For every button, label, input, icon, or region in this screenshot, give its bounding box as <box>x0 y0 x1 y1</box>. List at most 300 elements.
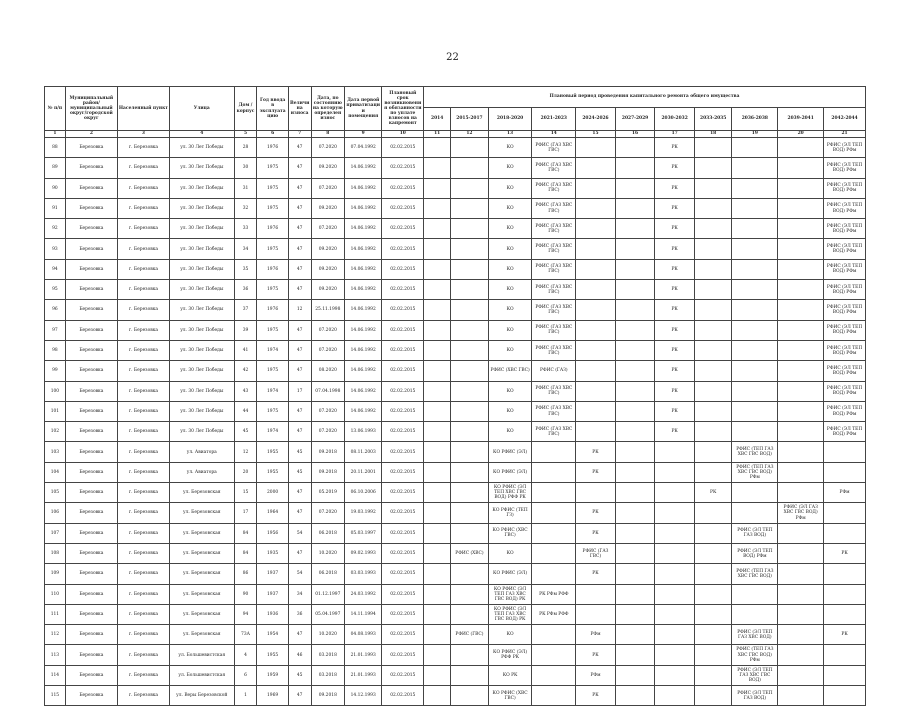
table-cell: 20.11.2001 <box>344 462 382 482</box>
table-cell: 1975 <box>257 361 288 381</box>
table-cell <box>424 280 451 300</box>
table-cell <box>576 401 616 421</box>
header-year-period: 2027-2029 <box>615 108 655 131</box>
table-cell: РФИС (ГАЗ ХВС ГВС) <box>532 219 576 239</box>
table-cell: 47 <box>288 320 311 340</box>
table-cell: 1975 <box>257 280 288 300</box>
table-cell: 09.02.1993 <box>344 543 382 563</box>
table-cell: РК <box>655 259 695 279</box>
table-cell: 36 <box>234 280 257 300</box>
table-cell <box>778 381 824 401</box>
table-cell <box>694 604 732 624</box>
table-cell: 1935 <box>257 543 288 563</box>
table-cell: Березовка <box>65 381 117 401</box>
table-cell: 02.02.2015 <box>382 422 424 442</box>
table-cell: Березовка <box>65 361 117 381</box>
table-cell <box>824 503 866 523</box>
table-cell: 47 <box>288 239 311 259</box>
table-cell: РФИС (ЭЛ ТЕП ВОД) РФм <box>824 198 866 218</box>
table-cell: 1955 <box>257 442 288 462</box>
table-cell <box>424 523 451 543</box>
table-cell: 95 <box>45 280 66 300</box>
table-cell: Березовка <box>65 259 117 279</box>
table-cell: РФИС (ЭЛ ТЕП ВОД) РФм <box>824 300 866 320</box>
table-cell <box>451 219 489 239</box>
table-cell: г. Березовка <box>117 462 169 482</box>
table-cell <box>615 483 655 503</box>
column-number: 7 <box>288 131 311 138</box>
table-cell: 14.06.1992 <box>344 259 382 279</box>
table-cell <box>451 280 489 300</box>
table-cell <box>778 320 824 340</box>
page-number: 22 <box>446 52 459 63</box>
table-cell <box>532 665 576 685</box>
table-cell: г. Березовка <box>117 320 169 340</box>
table-cell <box>615 564 655 584</box>
table-cell <box>732 604 778 624</box>
table-cell <box>424 442 451 462</box>
table-cell: РК <box>576 462 616 482</box>
table-cell: Березовка <box>65 198 117 218</box>
table-cell <box>615 381 655 401</box>
table-cell <box>615 259 655 279</box>
table-cell: 1937 <box>257 564 288 584</box>
table-cell: г. Березовка <box>117 361 169 381</box>
table-row <box>45 259 866 279</box>
table-cell: Березовка <box>65 422 117 442</box>
table-cell: 06.2018 <box>311 523 344 543</box>
table-cell: 47 <box>288 686 311 706</box>
table-cell <box>451 564 489 584</box>
header-year-period: 2042-2044 <box>824 108 866 131</box>
table-cell: РК <box>655 401 695 421</box>
table-cell: 1 <box>234 686 257 706</box>
table-cell: КО РФИС (ЭЛ ТЕП ХВС ГВС ВОД) РФФ РК <box>488 483 532 503</box>
table-cell: Березовка <box>65 604 117 624</box>
column-number: 16 <box>615 131 655 138</box>
table-cell: ул. Березовская <box>169 483 234 503</box>
table-cell: г. Березовка <box>117 300 169 320</box>
table-row <box>45 198 866 218</box>
table-cell <box>778 483 824 503</box>
table-cell <box>778 280 824 300</box>
table-cell: 84 <box>234 523 257 543</box>
table-cell: 33 <box>234 219 257 239</box>
table-cell <box>532 442 576 462</box>
table-cell: РФИС (ТЕП ГАЗ ХВС ГВС ВОД) <box>732 564 778 584</box>
table-cell: Березовка <box>65 239 117 259</box>
table-cell <box>576 340 616 360</box>
table-cell: РФИС (ТЕП ГАЗ ХВС ГВС ВОД) РФм <box>732 645 778 665</box>
table-cell <box>655 503 695 523</box>
table-cell: РФИС (ЭЛ ТЕП ВОД) РФм <box>824 401 866 421</box>
table-cell <box>451 259 489 279</box>
table-cell: КО <box>488 259 532 279</box>
table-cell: 03.2018 <box>311 665 344 685</box>
table-cell <box>615 239 655 259</box>
table-cell <box>615 625 655 645</box>
table-cell: 47 <box>288 543 311 563</box>
table-cell <box>655 523 695 543</box>
table-row <box>45 604 866 624</box>
table-cell <box>655 604 695 624</box>
table-cell <box>451 239 489 259</box>
table-cell: КО РФИС (ЭЛ) <box>488 442 532 462</box>
column-number: 4 <box>169 131 234 138</box>
table-cell: г. Березовка <box>117 543 169 563</box>
table-cell: КО РФИС (ЭЛ) <box>488 462 532 482</box>
table-cell: 6 <box>234 665 257 685</box>
table-cell <box>732 340 778 360</box>
header-year-period: 2018-2020 <box>488 108 532 131</box>
table-row <box>45 422 866 442</box>
header-num: № п/п <box>45 87 66 131</box>
table-cell <box>451 483 489 503</box>
table-cell <box>451 645 489 665</box>
table-cell: 14.06.1992 <box>344 401 382 421</box>
table-cell <box>732 422 778 442</box>
table-cell <box>824 584 866 604</box>
table-cell <box>576 320 616 340</box>
table-cell <box>824 665 866 685</box>
header-year-period: 2015-2017 <box>451 108 489 131</box>
table-cell: 07.2020 <box>311 401 344 421</box>
table-cell: ул. 30 Лет Победы <box>169 259 234 279</box>
table-cell: 90 <box>45 178 66 198</box>
table-cell <box>778 665 824 685</box>
table-cell <box>732 320 778 340</box>
table-cell: ул. Авиатора <box>169 442 234 462</box>
table-cell <box>576 219 616 239</box>
table-cell: 91 <box>45 198 66 218</box>
table-cell <box>532 462 576 482</box>
table-cell <box>576 483 616 503</box>
table-cell <box>778 523 824 543</box>
table-cell: РК <box>655 340 695 360</box>
capital-repair-schedule-table <box>44 86 866 706</box>
table-cell <box>655 564 695 584</box>
table-cell: РК <box>655 158 695 178</box>
table-cell: 02.02.2015 <box>382 401 424 421</box>
table-cell: 45 <box>288 442 311 462</box>
table-cell <box>451 442 489 462</box>
table-cell: 07.2020 <box>311 138 344 158</box>
table-cell: РФИС (ЭЛ ТЕП ГАЗ ВОД) <box>732 523 778 543</box>
table-cell <box>824 564 866 584</box>
table-cell <box>451 178 489 198</box>
table-cell <box>615 543 655 563</box>
table-cell: РФИС (ХВС) <box>451 543 489 563</box>
table-cell <box>732 361 778 381</box>
table-cell <box>732 401 778 421</box>
table-cell <box>824 604 866 624</box>
table-cell: 02.02.2015 <box>382 138 424 158</box>
table-cell: ул. 30 Лет Победы <box>169 340 234 360</box>
table-cell <box>424 158 451 178</box>
table-cell: РФИС (ГАЗ) <box>532 361 576 381</box>
table-cell: РК <box>694 483 732 503</box>
table-row <box>45 442 866 462</box>
table-cell: 1975 <box>257 198 288 218</box>
table-cell <box>694 645 732 665</box>
table-cell: г. Березовка <box>117 686 169 706</box>
table-cell: ул. 30 Лет Победы <box>169 361 234 381</box>
table-cell <box>451 198 489 218</box>
column-number: 12 <box>451 131 489 138</box>
table-cell: 14.06.1992 <box>344 361 382 381</box>
table-cell: РК <box>655 239 695 259</box>
table-cell: 19.03.1992 <box>344 503 382 523</box>
table-cell: РФИС (ГАЗ ХВС ГВС) <box>532 422 576 442</box>
table-cell: РК <box>655 361 695 381</box>
table-cell: РК РФм РФФ <box>532 584 576 604</box>
table-cell: Березовка <box>65 178 117 198</box>
table-cell: 36 <box>288 604 311 624</box>
table-cell <box>778 686 824 706</box>
table-cell: 02.02.2015 <box>382 503 424 523</box>
column-number: 10 <box>382 131 424 138</box>
table-cell <box>824 442 866 462</box>
table-cell <box>694 239 732 259</box>
table-cell: г. Березовка <box>117 340 169 360</box>
table-cell: Березовка <box>65 138 117 158</box>
table-cell: 08.2020 <box>311 361 344 381</box>
table-cell: г. Березовка <box>117 422 169 442</box>
table-cell: ул. Березовская <box>169 543 234 563</box>
table-cell: ул. 30 Лет Победы <box>169 198 234 218</box>
table-cell <box>615 280 655 300</box>
table-cell: г. Березовка <box>117 584 169 604</box>
table-cell: РК <box>576 686 616 706</box>
table-cell <box>424 483 451 503</box>
table-cell <box>778 239 824 259</box>
table-cell <box>576 381 616 401</box>
table-cell: 14.06.1992 <box>344 381 382 401</box>
table-cell: РФИС (ГАЗ ХВС ГВС) <box>532 138 576 158</box>
table-cell <box>424 239 451 259</box>
table-cell: г. Березовка <box>117 219 169 239</box>
table-row <box>45 219 866 239</box>
table-cell <box>424 219 451 239</box>
table-cell: 02.02.2015 <box>382 340 424 360</box>
column-number: 15 <box>576 131 616 138</box>
table-cell: РФИС (ГАЗ ГВС) <box>576 543 616 563</box>
column-number: 19 <box>732 131 778 138</box>
table-cell <box>694 462 732 482</box>
table-cell: 1955 <box>257 645 288 665</box>
table-cell: ул. 30 Лет Победы <box>169 239 234 259</box>
column-number: 6 <box>257 131 288 138</box>
table-cell: 37 <box>234 300 257 320</box>
table-cell <box>576 138 616 158</box>
table-cell: ул. 30 Лет Победы <box>169 178 234 198</box>
table-cell: г. Березовка <box>117 523 169 543</box>
table-cell: 04.08.1993 <box>344 625 382 645</box>
table-cell <box>732 158 778 178</box>
table-cell: ул. Березовская <box>169 584 234 604</box>
table-cell: 13.06.1993 <box>344 422 382 442</box>
column-number: 20 <box>778 131 824 138</box>
table-cell: РФИС (ЭЛ ТЕП ВОД) РФм <box>824 158 866 178</box>
table-cell: 1959 <box>257 665 288 685</box>
table-cell <box>424 259 451 279</box>
header-year-period: 2033-2035 <box>694 108 732 131</box>
table-cell: 47 <box>288 503 311 523</box>
table-cell <box>824 462 866 482</box>
table-cell: РФИС (ЭЛ ГАЗ ХВС ГВС ВОД) РФм <box>778 503 824 523</box>
table-cell: 14.06.1992 <box>344 198 382 218</box>
table-cell <box>694 564 732 584</box>
table-cell <box>732 300 778 320</box>
table-cell <box>694 138 732 158</box>
table-cell: г. Березовка <box>117 178 169 198</box>
table-cell: 47 <box>288 422 311 442</box>
header-year-period: 2014 <box>424 108 451 131</box>
table-cell: КО <box>488 381 532 401</box>
table-cell: 17 <box>234 503 257 523</box>
header-year-period: 2039-2041 <box>778 108 824 131</box>
table-cell <box>532 625 576 645</box>
table-cell: 02.02.2015 <box>382 584 424 604</box>
table-cell <box>424 320 451 340</box>
table-cell <box>615 442 655 462</box>
table-cell <box>778 543 824 563</box>
table-cell <box>655 543 695 563</box>
table-cell: 20 <box>234 462 257 482</box>
table-cell <box>615 503 655 523</box>
table-cell: РК <box>824 625 866 645</box>
table-cell: 73А <box>234 625 257 645</box>
table-cell <box>576 198 616 218</box>
table-cell: РК <box>655 320 695 340</box>
table-cell <box>532 686 576 706</box>
table-cell: 02.02.2015 <box>382 198 424 218</box>
table-cell: 47 <box>288 138 311 158</box>
table-cell: 96 <box>45 300 66 320</box>
table-cell: 99 <box>45 361 66 381</box>
table-cell: 86 <box>234 564 257 584</box>
table-cell: 05.03.1997 <box>344 523 382 543</box>
table-cell: г. Березовка <box>117 604 169 624</box>
table-cell <box>694 543 732 563</box>
table-cell: 09.2018 <box>311 462 344 482</box>
table-cell <box>424 686 451 706</box>
table-cell <box>424 543 451 563</box>
table-cell <box>424 361 451 381</box>
table-cell: КО <box>488 138 532 158</box>
table-cell: 14.06.1992 <box>344 178 382 198</box>
table-cell: КО <box>488 178 532 198</box>
table-cell: 44 <box>234 401 257 421</box>
table-cell: 89 <box>45 158 66 178</box>
table-cell: КО РК <box>488 665 532 685</box>
table-cell <box>615 320 655 340</box>
table-cell <box>655 462 695 482</box>
table-cell <box>576 361 616 381</box>
table-cell: г. Березовка <box>117 259 169 279</box>
table-cell: 02.02.2015 <box>382 178 424 198</box>
column-number: 13 <box>488 131 532 138</box>
table-cell: 88 <box>45 138 66 158</box>
table-cell: ул. Березовская <box>169 604 234 624</box>
header-year: Год ввода в эксплуатацию <box>257 87 288 131</box>
table-cell: 98 <box>45 340 66 360</box>
table-cell <box>778 584 824 604</box>
table-cell: КО РФИС (ТЕП ГЗ) <box>488 503 532 523</box>
table-cell <box>694 381 732 401</box>
table-cell <box>732 280 778 300</box>
table-cell: Березовка <box>65 625 117 645</box>
table-cell <box>451 604 489 624</box>
table-cell: Березовка <box>65 462 117 482</box>
table-cell: 110 <box>45 584 66 604</box>
table-cell: 02.02.2015 <box>382 483 424 503</box>
table-cell: ул. 30 Лет Победы <box>169 138 234 158</box>
table-cell <box>424 604 451 624</box>
table-cell <box>778 564 824 584</box>
table-cell: 84 <box>234 543 257 563</box>
table-cell: г. Березовка <box>117 401 169 421</box>
table-cell: 21.01.1993 <box>344 665 382 685</box>
table-cell: ул. 30 Лет Победы <box>169 280 234 300</box>
table-cell: г. Березовка <box>117 239 169 259</box>
table-cell: 02.02.2015 <box>382 239 424 259</box>
table-cell: 07.2020 <box>311 320 344 340</box>
table-cell: 102 <box>45 422 66 442</box>
table-cell: 1975 <box>257 320 288 340</box>
header-survey-date: Дата, по состоянию на которую определен износ <box>311 87 344 131</box>
table-cell: РК <box>824 543 866 563</box>
table-row <box>45 239 866 259</box>
column-number: 11 <box>424 131 451 138</box>
table-cell: 01.12.1997 <box>311 584 344 604</box>
table-cell: 09.2020 <box>311 280 344 300</box>
table-cell <box>778 401 824 421</box>
table-cell: РК <box>655 198 695 218</box>
table-cell <box>615 665 655 685</box>
table-cell <box>694 422 732 442</box>
table-cell <box>694 625 732 645</box>
table-cell: РФм <box>576 665 616 685</box>
table-row <box>45 543 866 563</box>
header-year-period: 2030-2032 <box>655 108 695 131</box>
table-cell: 09.2018 <box>311 442 344 462</box>
table-cell <box>424 564 451 584</box>
table-cell <box>451 503 489 523</box>
table-cell: РФИС (ЭЛ ТЕП ВОД) РФм <box>824 361 866 381</box>
table-cell: ул. 30 Лет Победы <box>169 320 234 340</box>
table-cell: 1954 <box>257 625 288 645</box>
table-cell: Березовка <box>65 401 117 421</box>
table-cell <box>655 584 695 604</box>
table-cell: 1975 <box>257 178 288 198</box>
table-cell: 02.02.2015 <box>382 523 424 543</box>
table-cell: 45 <box>288 665 311 685</box>
table-cell: Березовка <box>65 483 117 503</box>
table-cell: 1976 <box>257 219 288 239</box>
table-cell <box>732 239 778 259</box>
table-cell: 47 <box>288 259 311 279</box>
table-cell: КО <box>488 198 532 218</box>
header-first-privatization: Дата первой приватизации помещения <box>344 87 382 131</box>
header-wear: Величина износа <box>288 87 311 131</box>
table-cell: РФИС (ГАЗ ХВС ГВС) <box>532 320 576 340</box>
table-cell: 07.2020 <box>311 340 344 360</box>
table-cell <box>615 361 655 381</box>
table-cell: 107 <box>45 523 66 543</box>
table-cell: 114 <box>45 665 66 685</box>
table-cell <box>778 300 824 320</box>
